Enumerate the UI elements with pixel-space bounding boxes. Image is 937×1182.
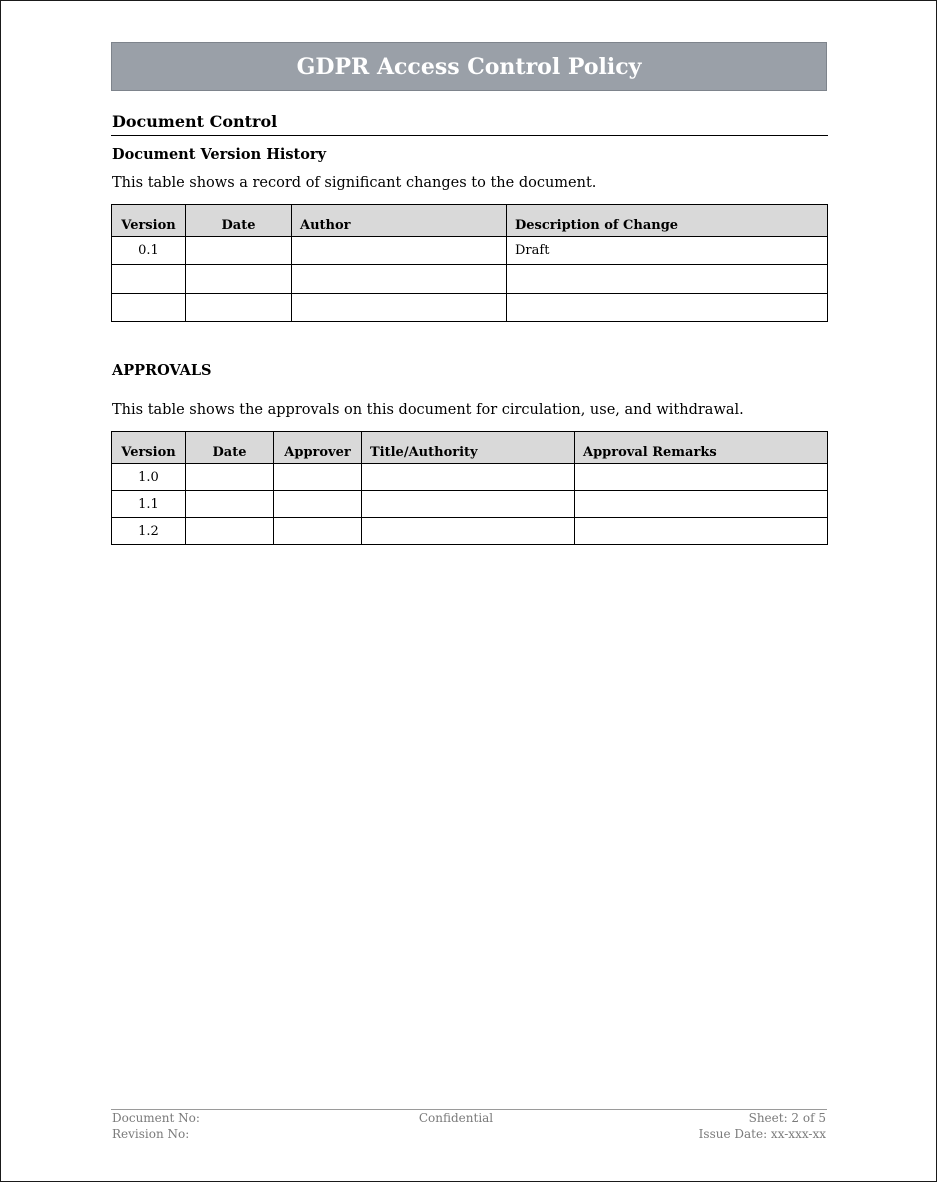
column-header: Date (186, 432, 274, 464)
version-history-heading: Document Version History (112, 146, 326, 163)
table-cell (112, 265, 186, 294)
table-cell (112, 294, 186, 322)
table-cell (274, 518, 362, 545)
column-header: Description of Change (507, 205, 828, 237)
table-cell (186, 491, 274, 518)
column-header: Date (186, 205, 292, 237)
table-cell: 1.1 (112, 491, 186, 518)
table-cell (274, 491, 362, 518)
table-cell (274, 464, 362, 491)
column-header: Version (112, 205, 186, 237)
approvals-intro: This table shows the approvals on this document for circulation, use, and withdrawal. (112, 402, 744, 418)
footer-issue-date: Issue Date: xx-xxx-xx (698, 1127, 826, 1141)
table-cell: 1.0 (112, 464, 186, 491)
document-title: GDPR Access Control Policy (296, 53, 642, 80)
table-cell (507, 265, 828, 294)
table-cell (575, 464, 828, 491)
column-header: Approver (274, 432, 362, 464)
table-cell (507, 294, 828, 322)
table-row (112, 237, 828, 265)
column-header: Version (112, 432, 186, 464)
footer-document-no: Document No: (112, 1111, 200, 1125)
approvals-table (111, 431, 828, 545)
table-cell (186, 265, 292, 294)
footer-sheet-number: Sheet: 2 of 5 (748, 1111, 826, 1125)
table-row (112, 518, 828, 545)
table-header-row (112, 205, 828, 237)
table-row (112, 464, 828, 491)
column-header: Author (292, 205, 507, 237)
table-cell: Draft (507, 237, 828, 265)
table-row (112, 491, 828, 518)
approvals-heading: APPROVALS (112, 362, 212, 379)
title-banner (111, 42, 827, 91)
column-header: Title/Authority (362, 432, 575, 464)
version-history-intro: This table shows a record of significant changes to the document. (112, 175, 597, 191)
section-heading: Document Control (112, 112, 278, 131)
section-divider (111, 135, 828, 136)
table-cell: 0.1 (112, 237, 186, 265)
footer-classification: Confidential (418, 1111, 494, 1125)
footer-divider (111, 1109, 827, 1110)
table-header-row (112, 432, 828, 464)
table-cell (186, 518, 274, 545)
table-cell (292, 265, 507, 294)
table-row (112, 265, 828, 294)
footer-revision-no: Revision No: (112, 1127, 190, 1141)
table-cell (362, 464, 575, 491)
table-cell (292, 237, 507, 265)
table-cell (575, 518, 828, 545)
table-cell (362, 491, 575, 518)
table-cell (186, 464, 274, 491)
version-history-table (111, 204, 828, 322)
table-cell (186, 294, 292, 322)
column-header: Approval Remarks (575, 432, 828, 464)
table-cell (186, 237, 292, 265)
table-cell (292, 294, 507, 322)
table-cell: 1.2 (112, 518, 186, 545)
table-row (112, 294, 828, 322)
table-cell (575, 491, 828, 518)
table-cell (362, 518, 575, 545)
